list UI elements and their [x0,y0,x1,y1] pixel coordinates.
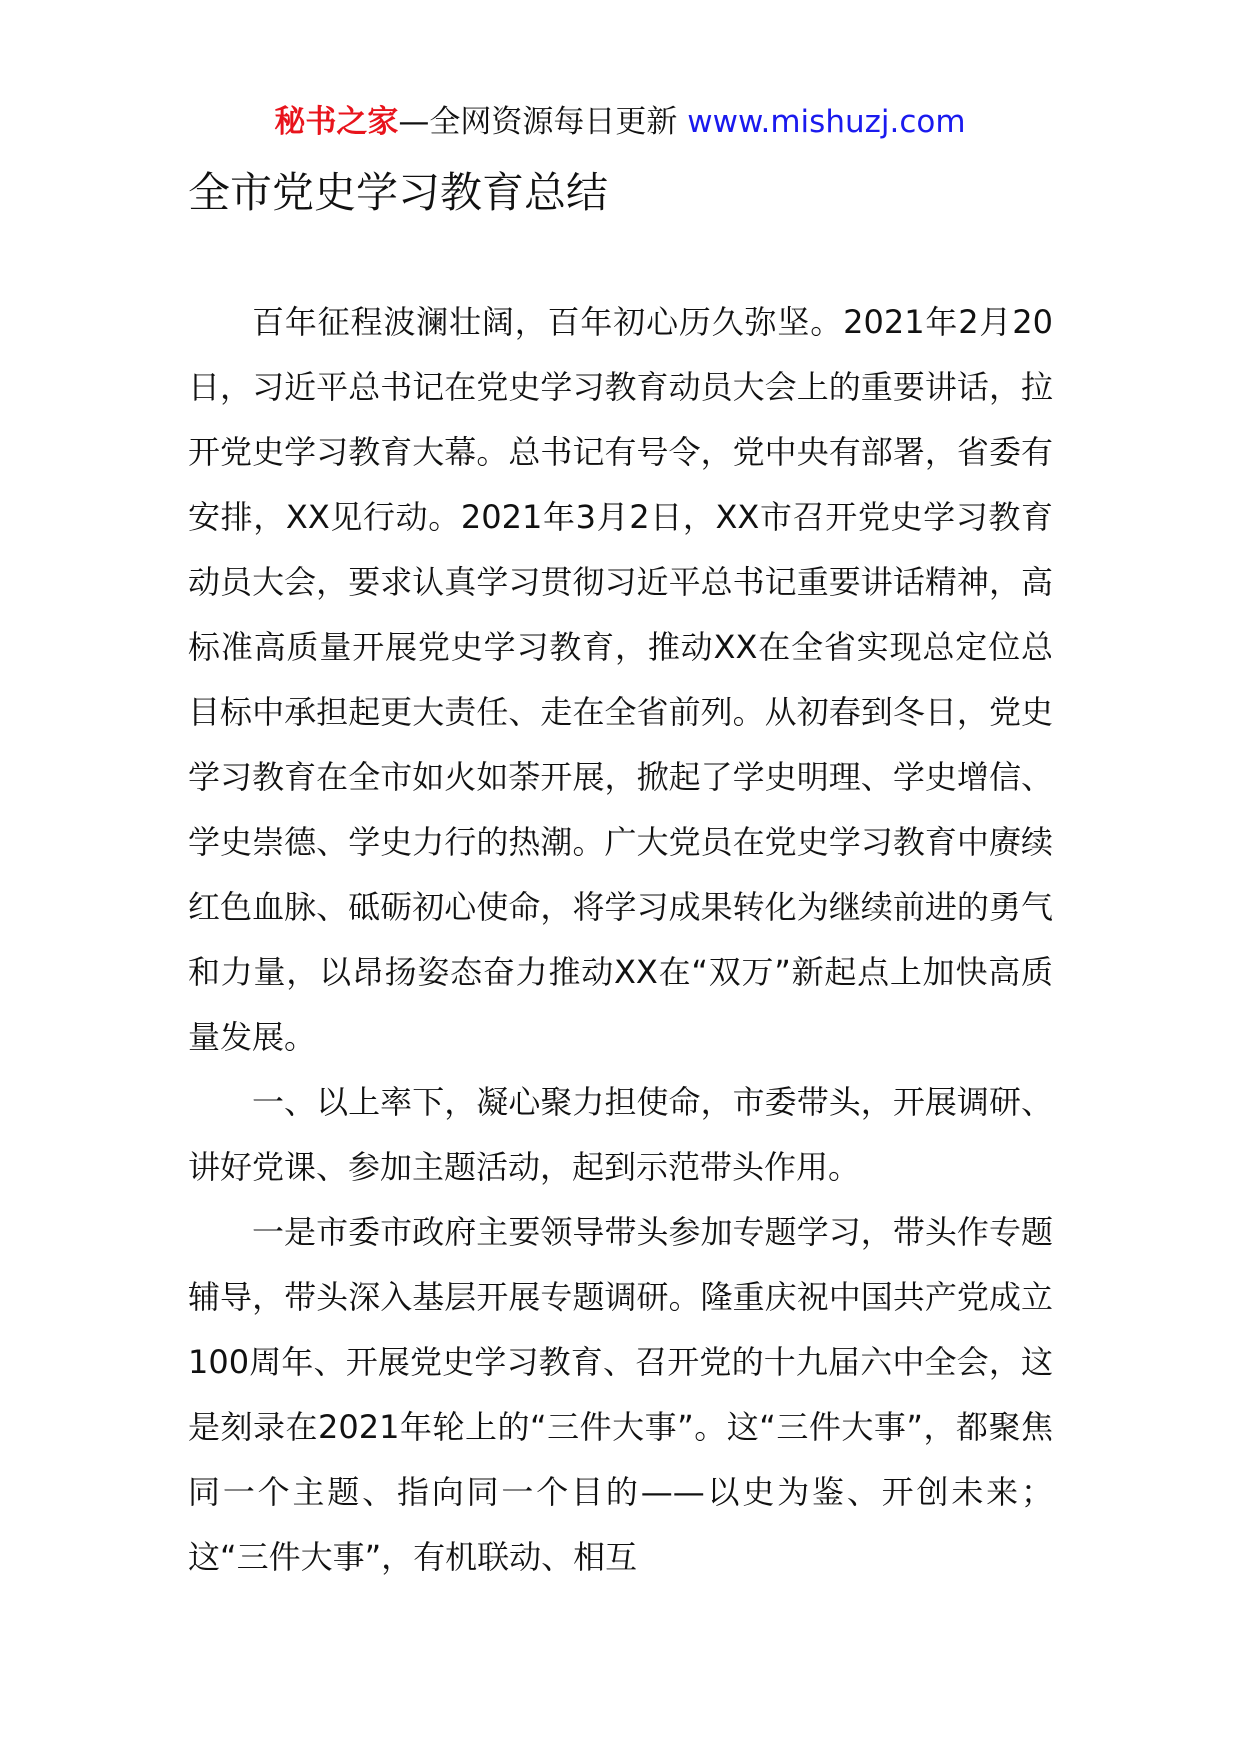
paragraph-point-one: 一是市委市政府主要领导带头参加专题学习，带头作专题辅导，带头深入基层开展专题调研。隆重庆祝中国共产党成立100周年、开展党史学习教育、召开党的十九届六中全会，这是刻录在2021年轮上的“三件大事”。这“三件大事”，都聚焦同一个主题、指向同一个目的——以史为鉴、开创未来；这“三件大事”，有机联动、相互 [188,1213,1053,1576]
paragraph-section-one-heading: 一、以上率下，凝心聚力担使命，市委带头，开展调研、讲好党课、参加主题活动，起到示范带头作用。 [188,1083,1053,1186]
header-brand: 秘书之家 [274,104,399,140]
paragraph-intro: 百年征程波澜壮阔，百年初心历久弥坚。2021年2月20日，习近平总书记在党史学习教育动员大会上的重要讲话，拉开党史学习教育大幕。总书记有号令，党中央有部署，省委有安排，XX见行动。2021年3月2日，XX市召开党史学习教育动员大会，要求认真学习贯彻习近平总书记重要讲话精神，高标准高质量开展党史学习教育，推动XX在全省实现总定位总目标中承担起更大责任、走在全省前列。从初春到冬日，党史学习教育在全市如火如荼开展，掀起了学史明理、学史增信、学史崇德、学史力行的热潮。广大党员在党史学习教育中赓续红色血脉、砥砺初心使命，将学习成果转化为继续前进的勇气和力量，以昂扬姿态奋力推动XX在“双万”新起点上加快高质量发展。 [188,303,1053,1056]
header-tagline: —全网资源每日更新 [398,104,678,140]
document-title: 全市党史学习教育总结 [188,168,609,217]
header-url-link[interactable]: www.mishuzj.com [687,104,966,140]
watermark-header [0,100,1240,144]
document-body [188,290,1053,1590]
